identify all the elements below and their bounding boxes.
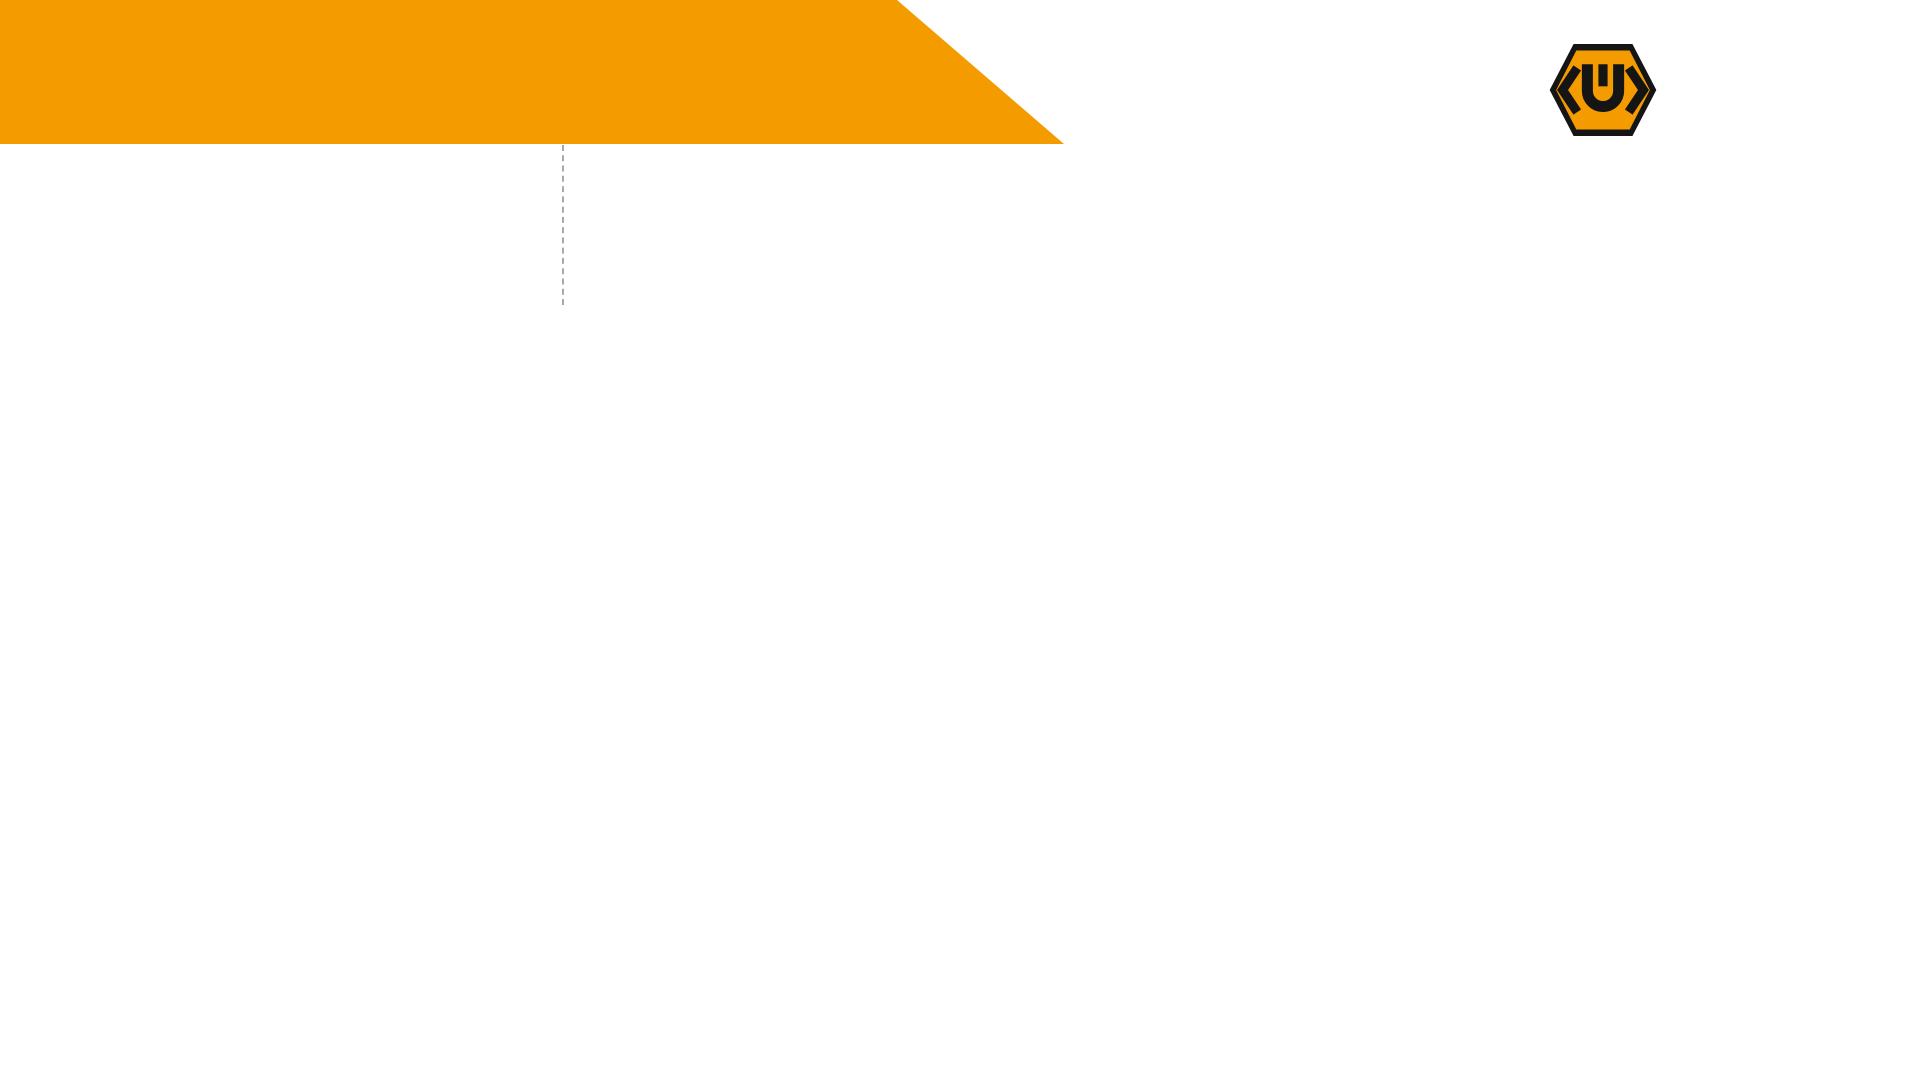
brand-logo bbox=[1546, 40, 1670, 140]
uniwing-logo-icon bbox=[1546, 40, 1660, 140]
header-banner bbox=[0, 0, 1064, 144]
feature-badges bbox=[45, 145, 564, 305]
